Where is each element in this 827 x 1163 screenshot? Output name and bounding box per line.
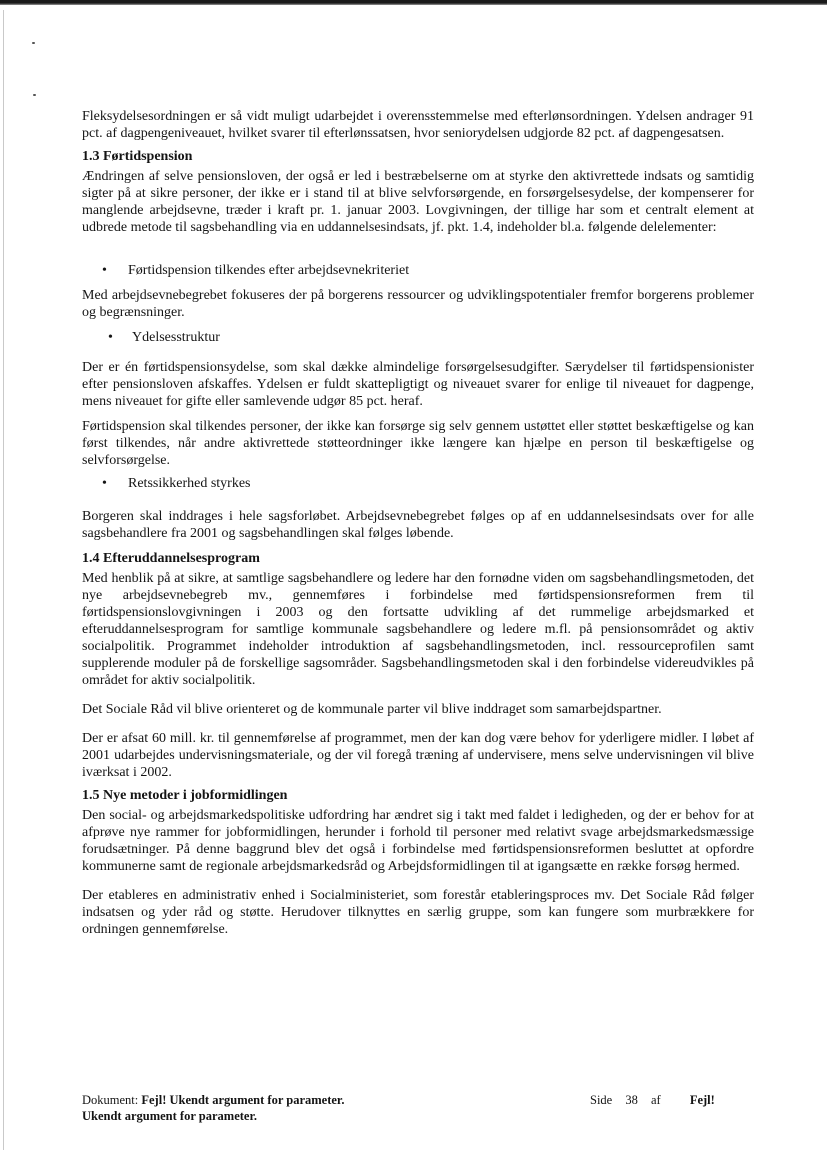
footer-page-label: Side [590, 1093, 613, 1107]
bullet-item-3 [82, 475, 754, 492]
section-1-4-paragraph-1: Med henblik på at sikre, at samtlige sagsbehandlere og ledere har den fornødne viden om sagsbehandlingsmetoden, det nye arbejdsevnebegreb mv., gennemføres i forbindelse med førtidspensionsreformen frem til førtidspensionslovgivningen i 2003 og den fortsatte udvikling af det rummelige arbejdsmarked et efteruddannelsesprogram for samtlige kommunale sagsbehandlere og ledere m.fl. på pensionsområdet og aktiv socialpolitik. Programmet indeholder introduktion af sagsbehandlingsmetoden, incl. ressourceprofilen samt supplerende moduler på de forskellige sagsområder. Sagsbehandlingsmetoden skal i den forbindelse videreudvikles på området for aktiv socialpolitik. [82, 571, 754, 688]
section-1-5-paragraph-1: Den social- og arbejdsmarkedspolitiske udfordring har ændret sig i takt med faldet i ledigheden, og der er behov for at afprøve nye rammer for jobformidlingen, herunder i forhold til personer med relativt svage arbejdsmarkedsmæssige forudsætninger. På denne baggrund blev det også i forbindelse med førtidspensionsreformen besluttet at opfordre kommunerne samt de regionale arbejdsmarkedsråd og Arbejdsformidlingen til at igangsætte en række forsøg hermed. [82, 808, 754, 874]
footer-document-info [82, 1092, 344, 1124]
intro-paragraph: Fleksydelsesordningen er så vidt muligt udarbejdet i overensstemmelse med efterlønsordningen. Ydelsen andrager 91 pct. af dagpengeniveauet, hvilket svarer til efterlønssatsen, hvor seniorydelsen udgjorde 82 pct. af dagpengesatsen. [82, 109, 754, 141]
bullet-item-1-text: Førtidspension tilkendes efter arbejdsevnekriteriet [128, 263, 410, 278]
section-1-3-heading: 1.3 Førtidspension [82, 149, 193, 164]
bullet-item-2-text: Ydelsesstruktur [132, 330, 220, 345]
bullet-item-3-text: Retssikkerhed styrkes [128, 476, 251, 491]
footer-page-info [590, 1092, 715, 1108]
footer-document-line-2 [82, 1108, 344, 1124]
left-edge-line [3, 10, 4, 1150]
footer-document-line-1 [82, 1092, 344, 1108]
scan-speck [32, 42, 35, 44]
bullet-item-1 [82, 262, 754, 279]
bullet-dot: • [108, 330, 113, 345]
section-1-5-heading: 1.5 Nye metoder i jobformidlingen [82, 788, 288, 803]
section-1-4-heading: 1.4 Efteruddannelsesprogram [82, 551, 260, 566]
section-1-4-paragraph-2: Det Sociale Råd vil blive orienteret og de kommunale parter vil blive inddraget som samarbejdspartner. [82, 702, 662, 717]
footer-page-of: af [650, 1093, 661, 1107]
footer-document-error: Fejl! Ukendt argument for parameter. [141, 1093, 345, 1107]
bullet-dot: • [102, 263, 107, 278]
section-1-3-paragraph-4: Førtidspension skal tilkendes personer, der ikke kan forsørge sig selv gennem ustøttet eller støttet beskæftigelse og kan først tilkendes, når andre aktivrettede støtteordninger ikke længere kan hjælpe en person til beskæftigelse og selvforsørgelse. [82, 419, 754, 468]
top-edge-rule [0, 0, 827, 5]
section-1-3-paragraph-5: Borgeren skal inddrages i hele sagsforløbet. Arbejdsevnebegrebet følges op af en uddannelsesindsats over for alle sagsbehandlere fra 2001 og sagsbehandlingen skal følges løbende. [82, 509, 754, 541]
document-body [82, 108, 754, 938]
footer-page-number: 38 [625, 1093, 638, 1107]
bullet-item-2 [82, 329, 754, 346]
bullet-dot: • [102, 476, 107, 491]
section-1-4-paragraph-3: Der er afsat 60 mill. kr. til gennemførelse af programmet, men der kan dog være behov for yderligere midler. I løbet af 2001 udarbejdes undervisningsmateriale, og der vil foregå træning af undervisere, mens selve undervisningen vil blive iværksat i 2002. [82, 731, 754, 780]
section-1-5-paragraph-2: Der etableres en administrativ enhed i Socialministeriet, som forestår etableringsproces mv. Det Sociale Råd følger indsatsen og yder råd og støtte. Herudover tilknyttes en særlig gruppe, som kan fungere som murbrækkere for ordningen gennemførelse. [82, 888, 754, 937]
section-1-3-paragraph-1: Ændringen af selve pensionsloven, der også er led i bestræbelserne om at styrke den aktivrettede indsats og samtidig sigter på at sikre personer, der ikke er i stand til at blive selvforsørgende, en forsørgelsesydelse, der kompenserer for manglende arbejdsevne, træder i kraft pr. 1. januar 2003. Lovgivningen, der tillige har som et centralt element at udbrede metode til sagsbehandling via en uddannelsesindsats, jf. pkt. 1.4, indeholder bl.a. følgende delelementer: [82, 169, 754, 235]
scan-speck [33, 94, 36, 96]
footer-document-label: Dokument: [82, 1093, 139, 1107]
footer-page-total-error: Fejl! [689, 1093, 715, 1107]
section-1-3-paragraph-2: Med arbejdsevnebegrebet fokuseres der på borgerens ressourcer og udviklingspotentialer fremfor borgerens problemer og begrænsninger. [82, 288, 754, 320]
footer-document-error-continued: Ukendt argument for parameter. [82, 1109, 257, 1123]
section-1-3-paragraph-3: Der er én førtidspensionsydelse, som skal dække almindelige forsørgelsesudgifter. Særydelser til førtidspensionister efter pensionsloven afskaffes. Ydelsen er fuldt skattepligtigt og niveauet svarer for enlige til niveauet for dagpenge, mens niveauet for gifte eller samlevende udgør 85 pct. heraf. [82, 360, 754, 409]
